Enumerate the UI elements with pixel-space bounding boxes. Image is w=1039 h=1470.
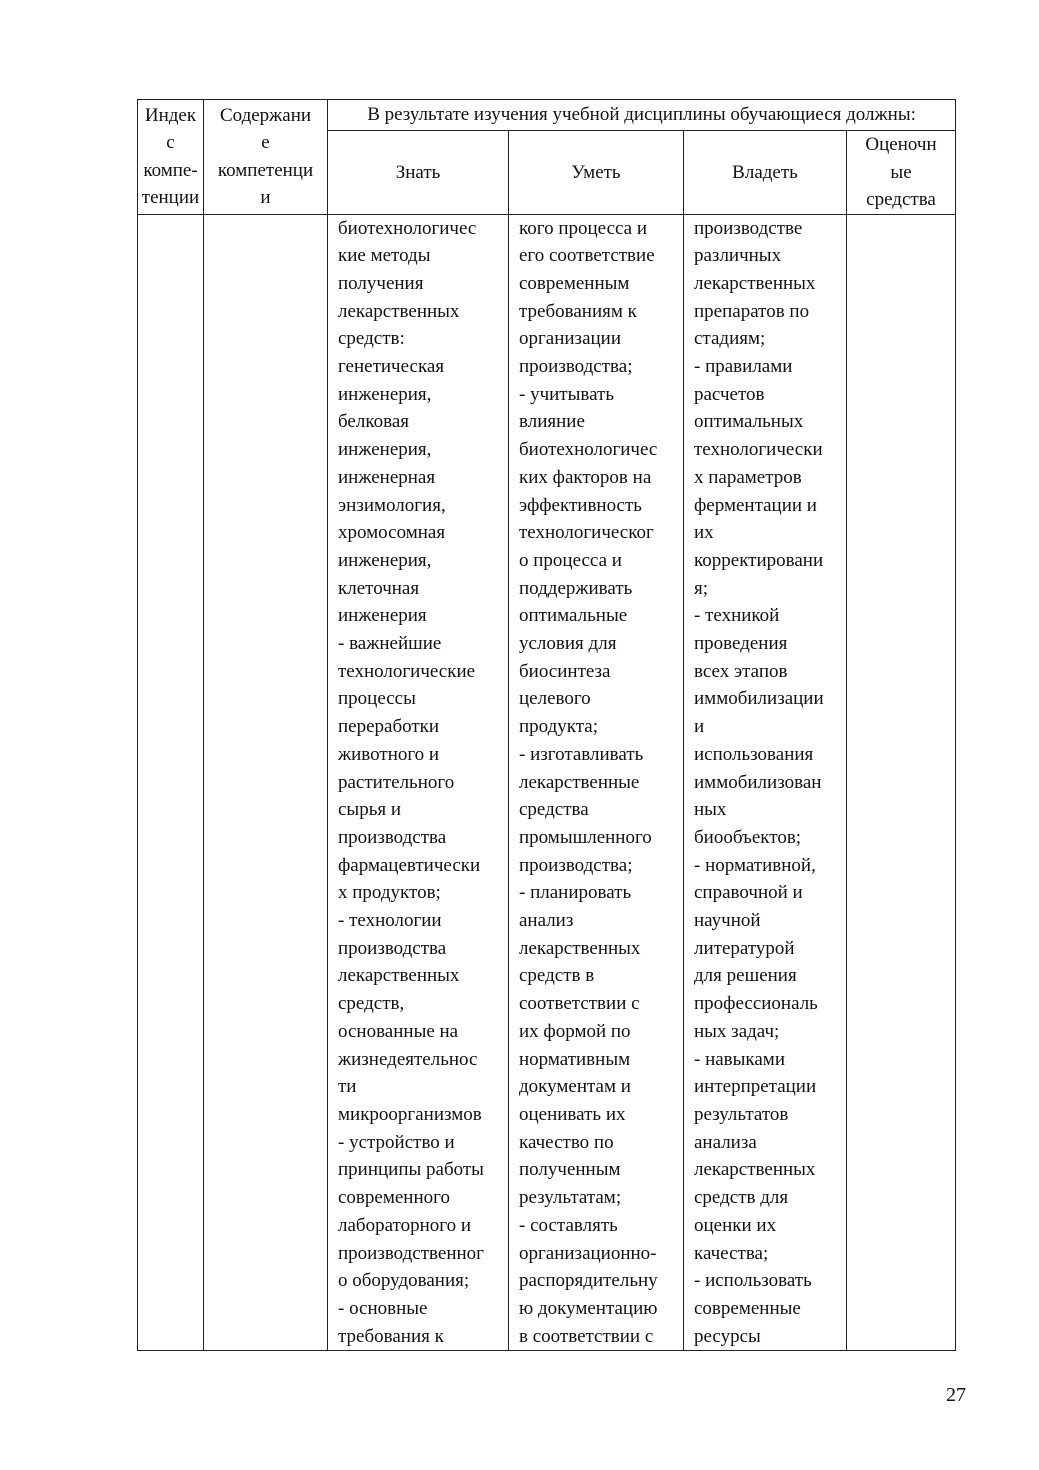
cell-line: анализа bbox=[694, 1131, 757, 1153]
cell-line: документам и bbox=[519, 1076, 631, 1098]
cell-line: - технологии bbox=[338, 910, 442, 932]
cell-line: их формой по bbox=[519, 1020, 631, 1042]
cell-line: целевого bbox=[519, 688, 591, 710]
cell-can bbox=[509, 214, 684, 1351]
header-index-line: тенции bbox=[141, 187, 200, 209]
cell-line: оптимальные bbox=[519, 605, 628, 627]
header-index-line: компе- bbox=[143, 159, 198, 181]
cell-line: лабораторного и bbox=[338, 1214, 471, 1236]
cell-line: инженерия, bbox=[338, 383, 432, 405]
cell-line: влияние bbox=[519, 411, 585, 433]
cell-line: лекарственные bbox=[519, 771, 640, 793]
cell-line: ти bbox=[338, 1076, 357, 1098]
cell-line: средств для bbox=[694, 1187, 789, 1209]
cell-line: ресурсы bbox=[694, 1325, 761, 1347]
cell-line: для решения bbox=[694, 965, 797, 987]
cell-line: - техникой bbox=[694, 605, 780, 627]
cell-line: сырья и bbox=[338, 799, 402, 821]
cell-line: условия для bbox=[519, 633, 617, 655]
cell-line: лекарственных bbox=[338, 300, 460, 322]
cell-line: растительного bbox=[338, 771, 455, 793]
cell-line: переработки bbox=[338, 716, 440, 738]
cell-line: современным bbox=[519, 272, 630, 294]
cell-line: - нормативной, bbox=[694, 854, 816, 876]
cell-line: - использовать bbox=[694, 1270, 812, 1292]
cell-line: современные bbox=[694, 1297, 801, 1319]
table-row bbox=[138, 214, 956, 1351]
cell-line: профессиональ bbox=[694, 993, 818, 1015]
cell-line: эффективность bbox=[519, 494, 642, 516]
cell-line: о процесса и bbox=[519, 549, 622, 571]
cell-line: продукта; bbox=[519, 716, 599, 738]
cell-line: иммобилизован bbox=[694, 771, 822, 793]
cell-line: инженерия bbox=[338, 605, 427, 627]
cell-line: в соответствии с bbox=[519, 1325, 654, 1347]
cell-line: препаратов по bbox=[694, 300, 810, 322]
cell-line: литературой bbox=[694, 937, 795, 959]
cell-line: инженерия, bbox=[338, 439, 432, 461]
header-index-line: Индек bbox=[144, 104, 197, 126]
header-content-line: е bbox=[261, 132, 270, 154]
cell-line: о оборудования; bbox=[338, 1270, 470, 1292]
cell-line: я; bbox=[694, 577, 709, 599]
cell-line: производственног bbox=[338, 1242, 484, 1264]
cell-line: - навыками bbox=[694, 1048, 785, 1070]
cell-line: анализ bbox=[519, 910, 574, 932]
cell-line: нормативным bbox=[519, 1048, 631, 1070]
cell-line: производства bbox=[338, 937, 447, 959]
cell-line: лекарственных bbox=[519, 937, 641, 959]
cell-line: - основные bbox=[338, 1297, 428, 1319]
cell-line: - правилами bbox=[694, 356, 793, 378]
cell-line: хромосомная bbox=[338, 522, 446, 544]
header-index bbox=[138, 100, 204, 215]
cell-line: проведения bbox=[694, 633, 788, 655]
cell-line: клеточная bbox=[338, 577, 420, 599]
cell-line: качества; bbox=[694, 1242, 769, 1264]
cell-line: биосинтеза bbox=[519, 660, 611, 682]
cell-line: основанные на bbox=[338, 1020, 459, 1042]
cell-line: энзимология, bbox=[338, 494, 446, 516]
header-assess bbox=[847, 131, 956, 215]
cell-line: их bbox=[694, 522, 714, 544]
header-assess-line: Оценочн bbox=[865, 134, 937, 155]
cell-line: - изготавливать bbox=[519, 743, 644, 765]
cell-line: требования к bbox=[338, 1325, 444, 1347]
cell-line: оптимальных bbox=[694, 411, 804, 433]
header-assess-line: средства bbox=[866, 189, 936, 210]
cell-line: - устройство и bbox=[338, 1131, 455, 1153]
header-own: Владеть bbox=[684, 131, 847, 215]
cell-line: производства; bbox=[519, 854, 633, 876]
cell-line: производства; bbox=[519, 356, 633, 378]
cell-assess bbox=[847, 214, 956, 1351]
cell-line: кие методы bbox=[338, 245, 431, 267]
header-assess-line: ые bbox=[890, 161, 912, 183]
cell-line: ю документацию bbox=[519, 1297, 658, 1319]
cell-line: технологическог bbox=[519, 522, 654, 544]
cell-line: технологически bbox=[694, 439, 823, 461]
cell-line: производства bbox=[338, 826, 447, 848]
cell-line: биотехнологичес bbox=[519, 439, 658, 461]
cell-know bbox=[328, 214, 509, 1351]
cell-line: стадиям; bbox=[694, 328, 766, 350]
cell-line: качество по bbox=[519, 1131, 614, 1153]
cell-line: фармацевтически bbox=[338, 854, 481, 876]
cell-line: справочной и bbox=[694, 882, 803, 904]
cell-line: ких факторов на bbox=[519, 466, 652, 488]
cell-line: оценки их bbox=[694, 1214, 777, 1236]
header-content-line: Содержани bbox=[219, 104, 312, 126]
cell-line: требованиям к bbox=[519, 300, 637, 322]
cell-line: биообъектов; bbox=[694, 826, 802, 848]
cell-line: средств в bbox=[519, 965, 595, 987]
cell-line: ферментации и bbox=[694, 494, 817, 516]
cell-line: биотехнологичес bbox=[338, 217, 477, 239]
cell-line: х продуктов; bbox=[338, 882, 441, 904]
page-number: 27 bbox=[946, 1384, 966, 1406]
cell-line: х параметров bbox=[694, 466, 802, 488]
cell-line: кого процесса и bbox=[519, 217, 648, 239]
cell-line: - важнейшие bbox=[338, 633, 442, 655]
cell-line: корректировани bbox=[694, 549, 824, 571]
header-content bbox=[204, 100, 328, 215]
cell-line: научной bbox=[694, 910, 761, 932]
cell-line: организационно- bbox=[519, 1242, 657, 1264]
cell-line: лекарственных bbox=[694, 1159, 816, 1181]
header-span-title: В результате изучения учебной дисциплины обучающиеся должны: bbox=[328, 100, 956, 131]
cell-line: получения bbox=[338, 272, 424, 294]
cell-line: промышленного bbox=[519, 826, 652, 848]
cell-line: генетическая bbox=[338, 356, 445, 378]
cell-line: интерпретации bbox=[694, 1076, 817, 1098]
cell-line: использования bbox=[694, 743, 814, 765]
cell-line: принципы работы bbox=[338, 1159, 484, 1181]
cell-line: организации bbox=[519, 328, 622, 350]
cell-line: инженерия, bbox=[338, 549, 432, 571]
cell-line: полученным bbox=[519, 1159, 621, 1181]
cell-index bbox=[138, 214, 204, 1351]
cell-line: ных bbox=[694, 799, 727, 821]
cell-line: его соответствие bbox=[519, 245, 655, 267]
cell-line: - составлять bbox=[519, 1214, 618, 1236]
cell-line: и bbox=[694, 716, 705, 738]
cell-line: инженерная bbox=[338, 466, 436, 488]
cell-line: результатам; bbox=[519, 1187, 622, 1209]
cell-line: поддерживать bbox=[519, 577, 633, 599]
cell-line: соответствии с bbox=[519, 993, 640, 1015]
cell-line: средств: bbox=[338, 328, 405, 350]
cell-line: ных задач; bbox=[694, 1020, 780, 1042]
header-index-line: с bbox=[166, 132, 175, 154]
header-content-line: и bbox=[260, 187, 271, 209]
header-content-line: компетенци bbox=[217, 159, 314, 181]
cell-line: различных bbox=[694, 245, 782, 267]
cell-own bbox=[684, 214, 847, 1351]
cell-line: лекарственных bbox=[338, 965, 460, 987]
cell-line: расчетов bbox=[694, 383, 765, 405]
cell-line: результатов bbox=[694, 1104, 789, 1125]
cell-line: средства bbox=[519, 799, 589, 821]
cell-line: жизнедеятельнос bbox=[338, 1048, 478, 1070]
cell-line: белковая bbox=[338, 411, 409, 433]
cell-line: распорядительну bbox=[519, 1270, 658, 1292]
cell-line: - планировать bbox=[519, 882, 632, 904]
header-row-top bbox=[138, 100, 956, 131]
cell-line: микроорганизмов bbox=[338, 1104, 482, 1125]
cell-line: лекарственных bbox=[694, 272, 816, 294]
cell-line: современного bbox=[338, 1187, 450, 1209]
cell-line: иммобилизации bbox=[694, 688, 824, 710]
cell-line: процессы bbox=[338, 688, 416, 710]
cell-line: производстве bbox=[694, 217, 803, 239]
cell-line: - учитывать bbox=[519, 383, 614, 405]
header-can: Уметь bbox=[509, 131, 684, 215]
cell-line: животного и bbox=[338, 743, 440, 765]
cell-content bbox=[204, 214, 328, 1351]
competency-table bbox=[137, 99, 956, 1351]
cell-line: оценивать их bbox=[519, 1104, 626, 1125]
cell-line: всех этапов bbox=[694, 660, 788, 682]
cell-line: средств, bbox=[338, 993, 405, 1015]
cell-line: технологические bbox=[338, 660, 476, 682]
header-know: Знать bbox=[328, 131, 509, 215]
